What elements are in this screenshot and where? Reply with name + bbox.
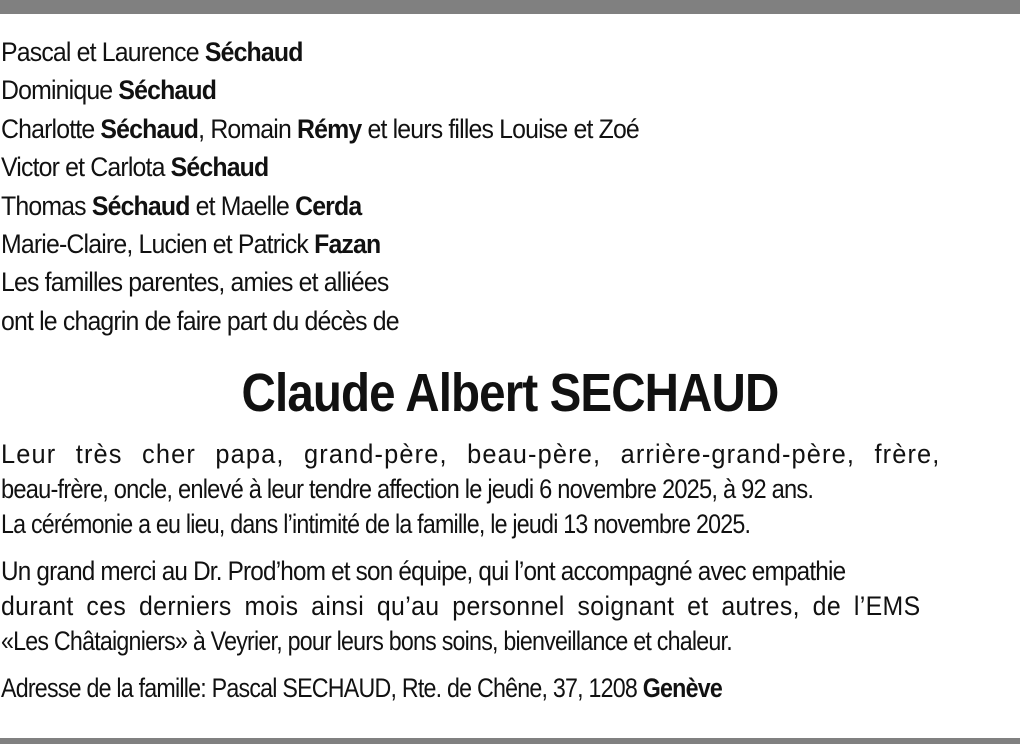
family-line [1,225,938,263]
family-surname: Séchaud [91,190,190,221]
family-surname: Séchaud [100,113,199,144]
family-text: et leurs filles Louise et Zoé [361,113,639,144]
family-line [1,110,938,148]
family-line [1,71,938,109]
top-divider [0,0,1020,14]
thanks-paragraph [1,554,1019,659]
family-list [1,33,938,340]
family-address [1,671,1019,706]
tribute-line-1: Leur très cher papa, grand-père, beau-père, arrière-grand-père, frère, [1,439,941,470]
family-text: Victor et Carlota [1,152,171,183]
family-surname: Fazan [314,229,381,260]
family-surname: Séchaud [118,75,217,106]
family-surname: Rémy [297,113,362,144]
thanks-line-1: Un grand merci au Dr. Prod’hom et son équipe, qui l’ont accompagné avec empathie [1,556,846,587]
family-line [1,302,938,340]
bottom-divider [0,738,1020,744]
tribute-line-3: La cérémonie a eu lieu, dans l’intimité de la famille, le jeudi 13 novembre 2025. [1,509,751,540]
family-text: Thomas [1,190,92,221]
address-city: Genève [642,673,723,704]
deceased-name: Claude Albert SECHAUD [241,363,779,424]
family-text: Marie-Claire, Lucien et Patrick [1,229,315,260]
family-surname: Cerda [295,190,362,221]
address-line [1,671,876,706]
family-surname: Séchaud [204,37,303,67]
thanks-line-2: durant ces derniers mois ainsi qu’au personnel soignant et autres, de l’EMS [1,591,921,622]
death-notice [1,33,1019,706]
family-text: et Maelle [189,190,296,221]
family-line [1,187,938,225]
family-text: Dominique [1,75,119,106]
tribute-line-2: beau-frère, oncle, enlevé à leur tendre affection le jeudi 6 novembre 2025, à 92 ans. [1,474,814,505]
family-text: Charlotte [1,113,101,144]
family-text: Pascal et Laurence [1,37,205,67]
address-text: Adresse de la famille: Pascal SECHAUD, Rte. de Chêne, 37, 1208 [1,673,643,704]
family-text: , Romain [198,113,298,144]
thanks-line-3: «Les Châtaigniers» à Veyrier, pour leurs bons soins, bienveillance et chaleur. [1,626,732,657]
family-text: ont le chagrin de faire part du décès de [1,305,399,336]
family-surname: Séchaud [170,152,269,183]
family-text: Les familles parentes, amies et alliées [1,267,389,298]
family-line [1,33,938,71]
tribute-paragraph [1,437,1019,542]
family-line [1,148,938,186]
family-line [1,263,938,301]
